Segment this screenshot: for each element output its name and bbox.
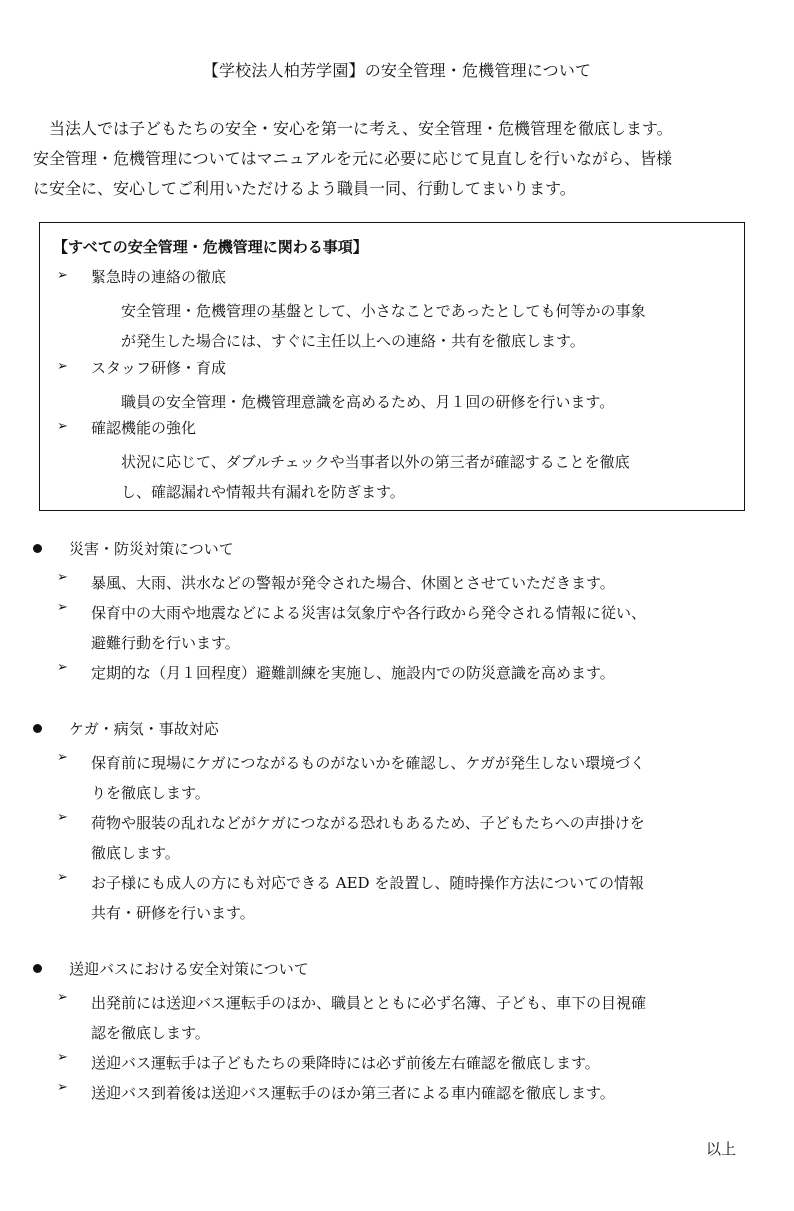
item-line: 暴風、大雨、洪水などの警報が発令された場合、休園とさせていただきます。 xyxy=(91,574,615,592)
section-heading: 災害・防災対策について xyxy=(69,540,234,558)
arrow-bullet-icon: ➢ xyxy=(57,570,68,585)
arrow-bullet-icon: ➢ xyxy=(57,1050,68,1065)
item-line: 出発前には送迎バス運転手のほか、職員とともに必ず名簿、子ども、車下の目視確 xyxy=(91,994,647,1012)
arrow-bullet-icon: ➢ xyxy=(57,870,68,885)
arrow-bullet-icon: ➢ xyxy=(57,419,68,434)
document-title: 【学校法人柏芳学園】の安全管理・危機管理について xyxy=(202,61,592,80)
item-line: お子様にも成人の方にも対応できる AED を設置し、随時操作方法についての情報 xyxy=(91,874,645,892)
intro-line: 安全管理・危機管理についてはマニュアルを元に必要に応じて見直しを行いながら、皆様 xyxy=(33,149,673,168)
item-line: 保育前に現場にケガにつながるものがないかを確認し、ケガが発生しない環境づく xyxy=(91,754,646,772)
arrow-bullet-icon: ➢ xyxy=(57,810,68,825)
item-line: 送迎バス到着後は送迎バス運転手のほか第三者による車内確認を徹底します。 xyxy=(91,1084,615,1102)
section-heading: ケガ・病気・事故対応 xyxy=(69,720,219,738)
item-line: 避難行動を行います。 xyxy=(91,634,240,652)
intro-line: に安全に、安心してご利用いただけるよう職員一同、行動してまいります。 xyxy=(33,179,576,198)
common-matters-box xyxy=(39,222,745,511)
box-item-heading: スタッフ研修・育成 xyxy=(91,359,227,377)
desc-line: し、確認漏れや情報共有漏れを防ぎます。 xyxy=(121,483,405,501)
intro-paragraph xyxy=(33,114,753,204)
section-heading: 送迎バスにおける安全対策について xyxy=(69,960,309,978)
item-line: 認を徹底します。 xyxy=(91,1024,210,1042)
closing-mark: 以上 xyxy=(706,1140,737,1158)
box-item-description xyxy=(121,447,736,507)
desc-line: が発生した場合には、すぐに主任以上への連絡・共有を徹底します。 xyxy=(121,332,585,350)
item-line: りを徹底します。 xyxy=(91,784,210,802)
item-line: 保育中の大雨や地震などによる災害は気象庁や各行政から発令される情報に従い、 xyxy=(91,604,647,622)
item-line: 荷物や服装の乱れなどがケガにつながる恐れもあるため、子どもたちへの声掛けを xyxy=(91,814,645,832)
box-item-heading: 確認機能の強化 xyxy=(91,419,197,437)
arrow-bullet-icon: ➢ xyxy=(57,990,68,1005)
bullet-icon xyxy=(33,544,42,553)
box-item-description xyxy=(121,296,736,356)
item-line: 送迎バス運転手は子どもたちの乗降時には必ず前後左右確認を徹底します。 xyxy=(91,1054,600,1072)
arrow-bullet-icon: ➢ xyxy=(57,750,68,765)
intro-line: 当法人では子どもたちの安全・安心を第一に考え、安全管理・危機管理を徹底します。 xyxy=(49,119,673,138)
desc-line: 状況に応じて、ダブルチェックや当事者以外の第三者が確認することを徹底 xyxy=(121,453,630,471)
item-line: 共有・研修を行います。 xyxy=(91,904,255,922)
box-title: 【すべての安全管理・危機管理に関わる事項】 xyxy=(53,238,368,256)
box-item-description xyxy=(121,387,736,417)
arrow-bullet-icon: ➢ xyxy=(57,600,68,615)
arrow-bullet-icon: ➢ xyxy=(57,660,68,675)
arrow-bullet-icon: ➢ xyxy=(57,1080,68,1095)
box-item-heading: 緊急時の連絡の徹底 xyxy=(91,268,227,286)
desc-line: 安全管理・危機管理の基盤として、小さなことであったとしても何等かの事象 xyxy=(121,302,646,320)
desc-line: 職員の安全管理・危機管理意識を高めるため、月１回の研修を行います。 xyxy=(121,393,615,411)
arrow-bullet-icon: ➢ xyxy=(57,359,68,374)
item-line: 定期的な（月１回程度）避難訓練を実施し、施設内での防災意識を高めます。 xyxy=(91,664,615,682)
item-line: 徹底します。 xyxy=(91,844,180,862)
arrow-bullet-icon: ➢ xyxy=(57,268,68,283)
bullet-icon xyxy=(33,724,42,733)
bullet-icon xyxy=(33,964,42,973)
